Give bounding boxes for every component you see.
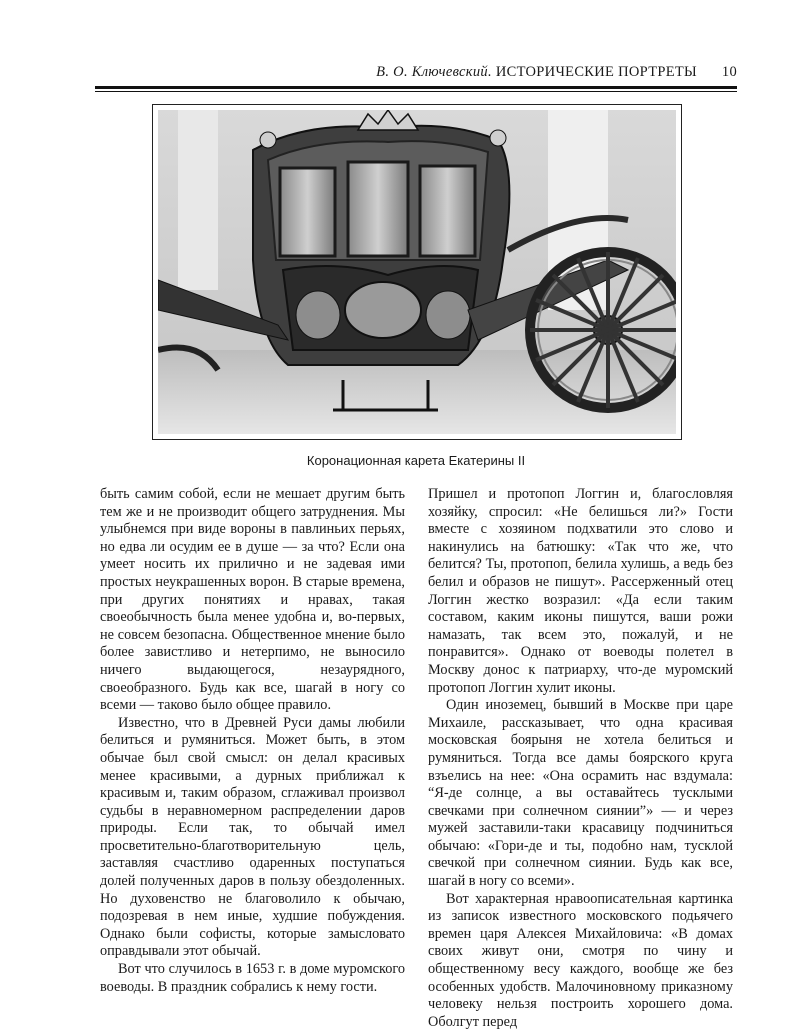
carriage-photo	[158, 110, 676, 434]
header-rule-thin	[95, 91, 737, 92]
carriage-photo-frame	[152, 104, 682, 440]
paragraph: Вот характерная нравоописательная картинка из записок известного московского подьячего времен царя Алексея Михайловича: «В домах своих живут они, смотря по чину и общественному весу каждого, вообще же без особенных удобств. Малочиновному приказному человеку нельзя построить хорошего дома. Оболгут перед	[428, 890, 733, 1030]
right-column	[428, 486, 733, 1031]
figure-caption: Коронационная карета Екатерины II	[306, 453, 526, 468]
paragraph: Один иноземец, бывший в Москве при царе Михаиле, рассказывает, что одна красивая московская боярыня не хотела белиться и румяниться. Тогда все дамы боярского круга взъелись на нее: «Она осрамить нас вздумала: “Я-де солнце, а вы оставайтесь тусклыми свечками при солнечном сиянии”» — и через мужей заставили-таки красавицу подчиниться обычаю: «Гори-де и ты, подобно нам, тусклой свечкой при солнечном сиянии. Будь как все, шагай в ногу со всеми».	[428, 697, 733, 890]
book-title: ИСТОРИЧЕСКИЕ ПОРТРЕТЫ	[495, 64, 697, 80]
page-number: 10	[721, 64, 737, 80]
paragraph: Пришел и протопоп Логгин и, благословляя хозяйку, спросил: «Не белишься ли?» Гости вместе с хозяином подхватили это слово и накинулись на батюшку: «Так что же, что белится? Ты, протопоп, белила хулишь, а ведь без белил и образов не пишут». Рассерженный отец Логгин жестко возразил: «Да если таким составом, каким иконы пишутся, ваши рожи намазать, так всем это, пожалуй, и не понравится». Однако от воеводы полетел в Москву донос к патриарху, что-де муромский протопоп Логгин хулит иконы.	[428, 486, 733, 696]
paragraph: быть самим собой, если не мешает другим быть тем же и не производит общего затруднения. Мы улыбнемся при виде вороны в павлиньих перьях, но едва ли осудим ее в душе — за что? Если она умеет носить их прилично и не задевая ими простых неукрашенных ворон. В старые времена, при других понятиях и нравах, такая своеобычность была менее удобна и, во-первых, не совсем безопасна. Общественное мнение было более завистливо и нетерпимо, не выносило ничего выдающегося, незаурядного, своеобразного. Будь как все, шагай в ногу со всеми — таково было общее правило.	[100, 486, 405, 714]
paragraph: Вот что случилось в 1653 г. в доме муромского воеводы. В праздник собрались к нему гости.	[100, 961, 405, 995]
paragraph: Известно, что в Древней Руси дамы любили белиться и румяниться. Может быть, в этом обычае был свой смысл: он делал красивых менее красивыми, а дурных приближал к красивым и, таким образом, сглаживал произвол судьбы в неравномерном распределении даров природы. Если так, то обычай имел просветительно-благотворительную цель, заставляя счастливо одаренных поступаться долей полученных даров в пользу обездоленных. Но духовенство не благоволило к обычаю, подозревая в нем иные, худшие побуждения. Однако были софисты, которые замысловато оправдывали этот обычай.	[100, 714, 405, 960]
left-column	[100, 486, 405, 996]
running-title	[376, 64, 697, 81]
header-rule-thick	[95, 86, 737, 89]
running-header	[95, 62, 737, 84]
author-name: В. О. Ключевский.	[376, 64, 492, 80]
